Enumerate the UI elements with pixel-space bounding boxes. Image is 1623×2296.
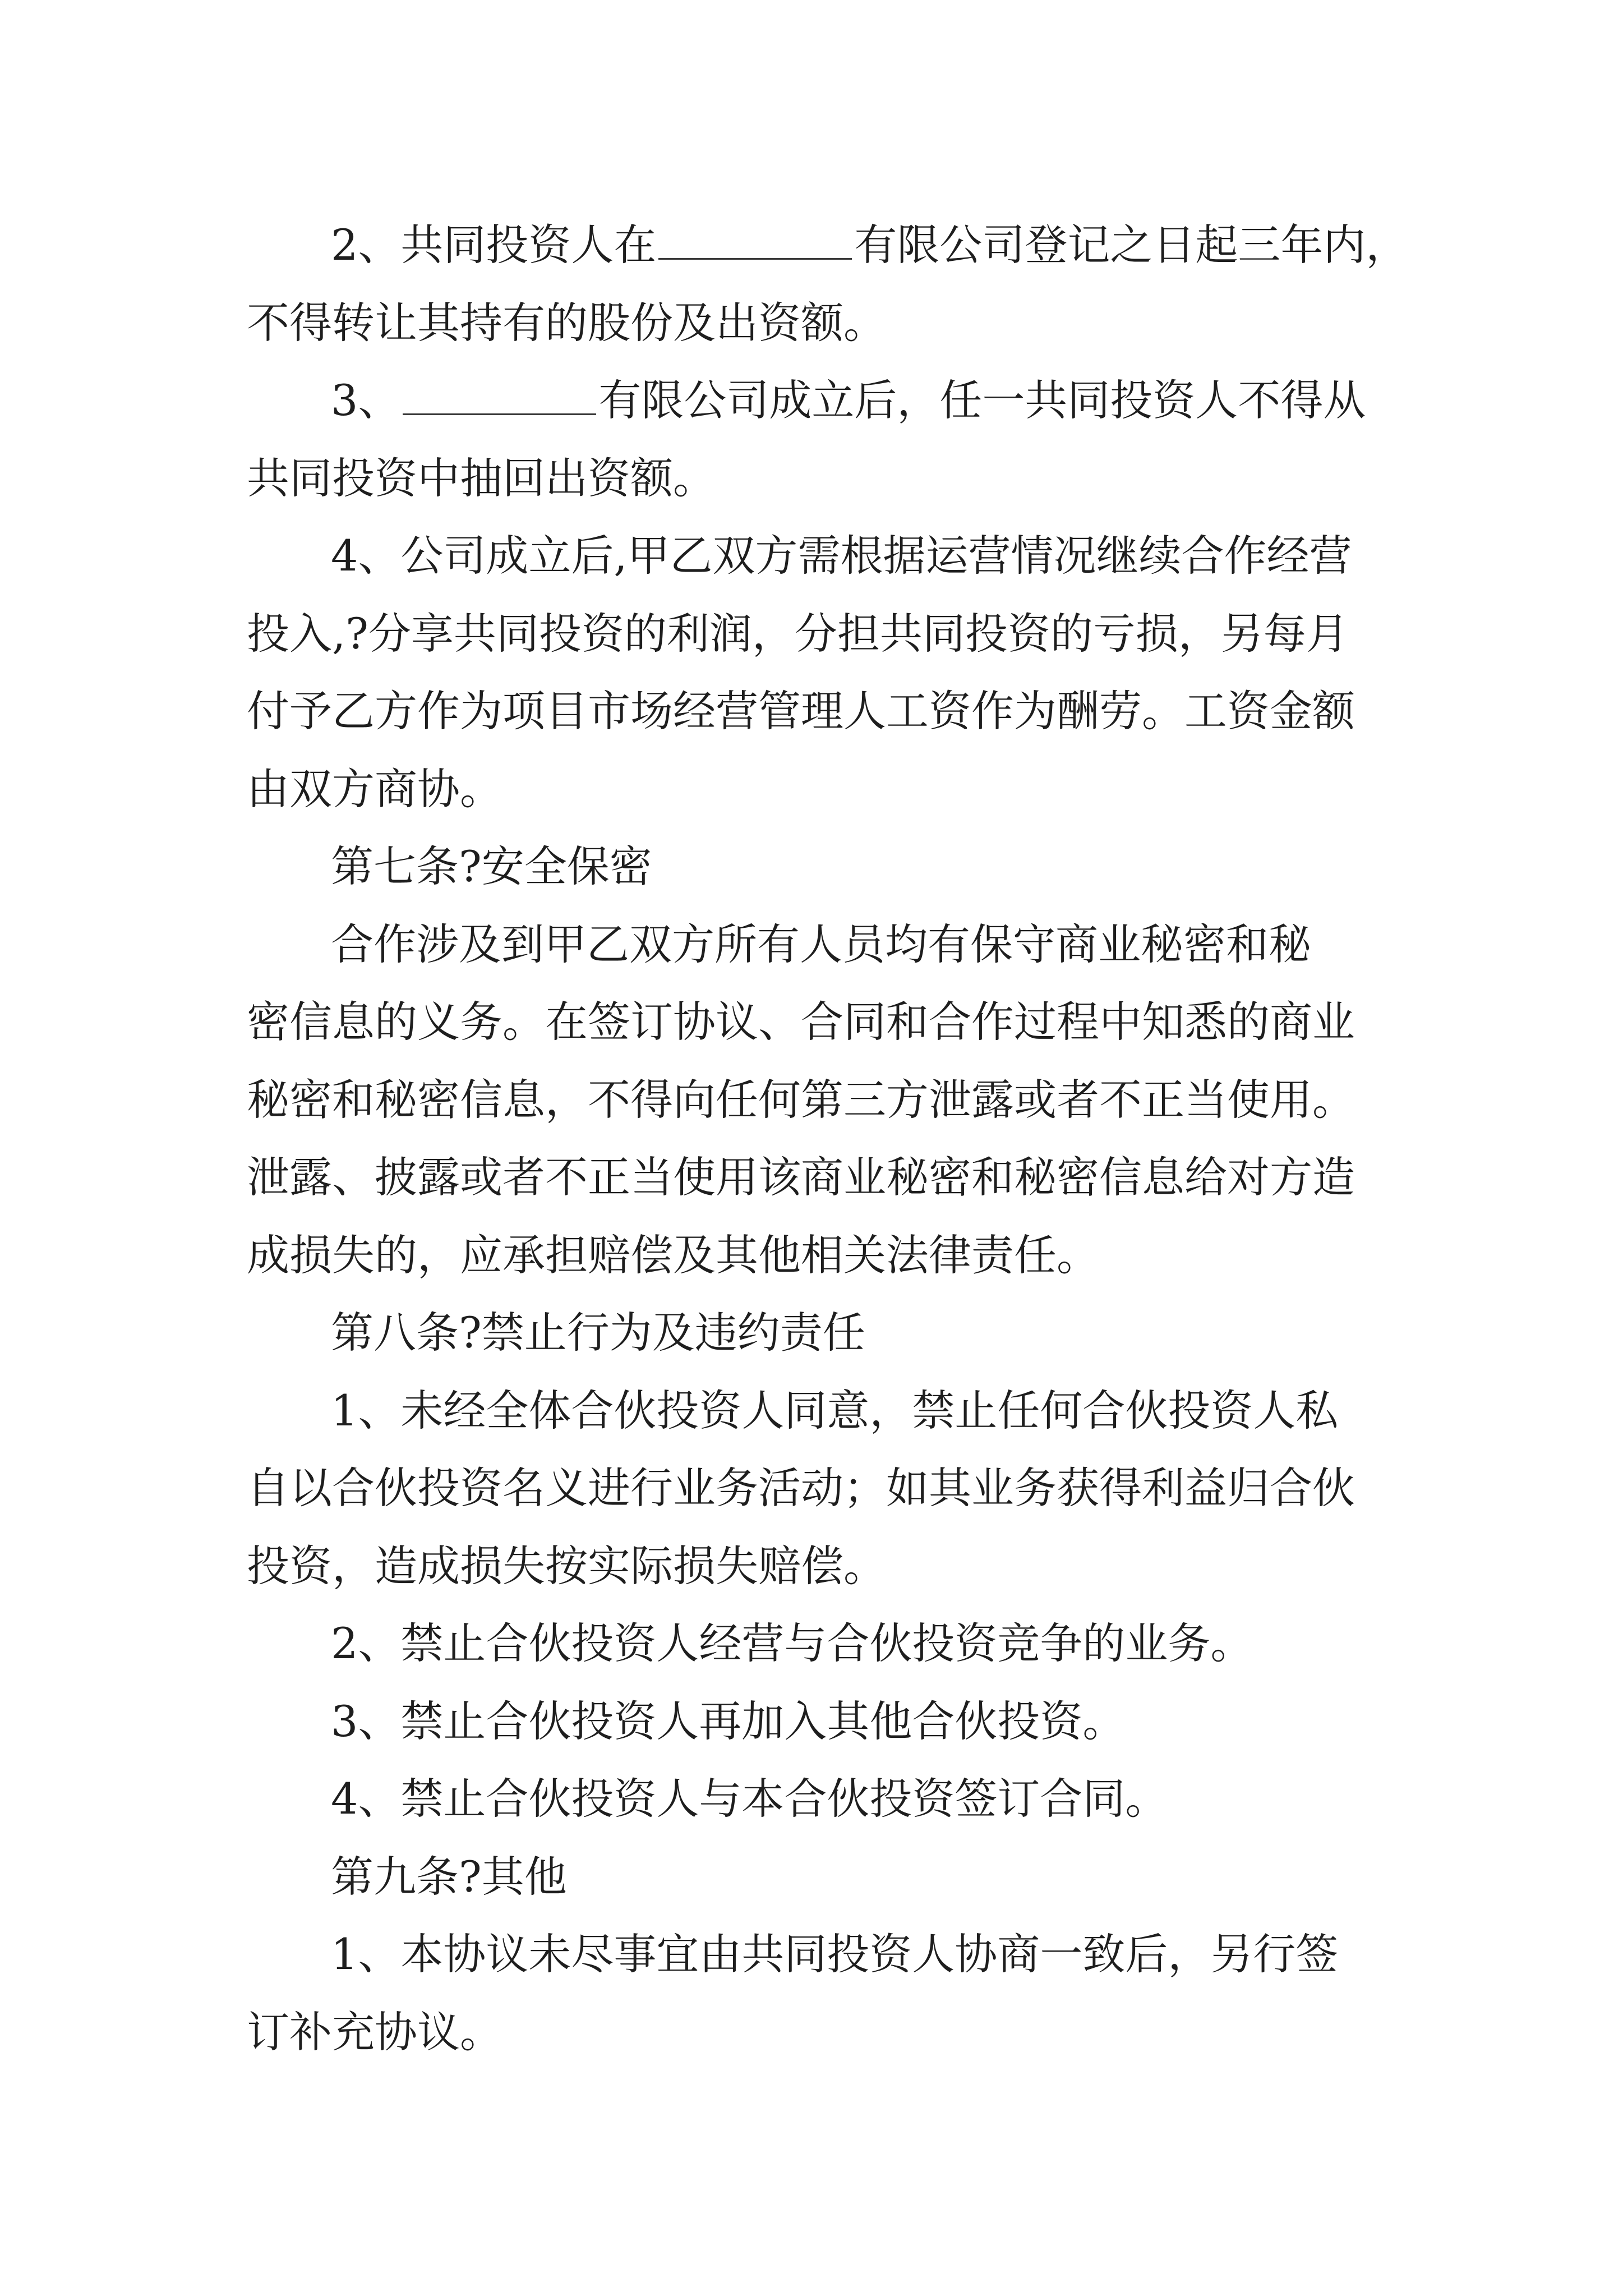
text-line: 密信息的义务。在签订协议、合同和合作过程中知悉的商业 (247, 997, 1355, 1047)
text-line: 订补充协议。 (247, 2007, 502, 2057)
fill-in-blank (403, 378, 596, 415)
text-line: 4、公司成立后,甲乙双方需根据运营情况继续合作经营 (331, 531, 1352, 581)
text-segment: 有限公司成立后，任一共同投资人不得从 (598, 375, 1366, 425)
text-line: 合作涉及到甲乙双方所有人员均有保守商业秘密和秘 (331, 919, 1311, 969)
section-heading: 第八条?禁止行为及违约责任 (331, 1308, 865, 1358)
text-line: 1、本协议未尽事宜由共同投资人协商一致后，另行签 (331, 1929, 1339, 1979)
text-line: 自以合伙投资名义进行业务活动；如其业务获得利益归合伙 (247, 1463, 1355, 1513)
text-line: 3、禁止合伙投资人再加入其他合伙投资。 (331, 1696, 1126, 1746)
fill-in-blank (658, 222, 852, 260)
text-line (331, 217, 1408, 273)
text-line (331, 372, 1366, 429)
text-line: 投入,?分享共同投资的利润，分担共同投资的亏损，另每月 (247, 609, 1349, 659)
text-line: 投资，造成损失按实际损失赔偿。 (247, 1541, 886, 1591)
text-line: 1、未经全体合伙投资人同意，禁止任何合伙投资人私 (331, 1386, 1339, 1435)
text-line: 2、禁止合伙投资人经营与合伙投资竞争的业务。 (331, 1618, 1253, 1668)
text-line: 成损失的，应承担赔偿及其他相关法律责任。 (247, 1230, 1099, 1280)
text-line: 不得转让其持有的股份及出资额。 (247, 298, 886, 348)
text-segment: 3、 (331, 375, 401, 425)
text-line: 4、禁止合伙投资人与本合伙投资签订合同。 (331, 1774, 1168, 1824)
text-segment: 有限公司登记之日起三年内， (854, 220, 1409, 270)
text-line: 付予乙方作为项目市场经营管理人工资作为酬劳。工资金额 (247, 686, 1355, 736)
section-heading: 第七条?安全保密 (331, 841, 652, 891)
text-line: 共同投资中抽回出资额。 (247, 453, 716, 503)
text-line: 泄露、披露或者不正当使用该商业秘密和秘密信息给对方造 (247, 1152, 1355, 1202)
section-heading: 第九条?其他 (331, 1852, 567, 1902)
text-segment: 2、共同投资人在 (331, 220, 657, 270)
text-line: 由双方商协。 (247, 764, 502, 814)
text-line: 秘密和秘密信息，不得向任何第三方泄露或者不正当使用。 (247, 1075, 1355, 1125)
